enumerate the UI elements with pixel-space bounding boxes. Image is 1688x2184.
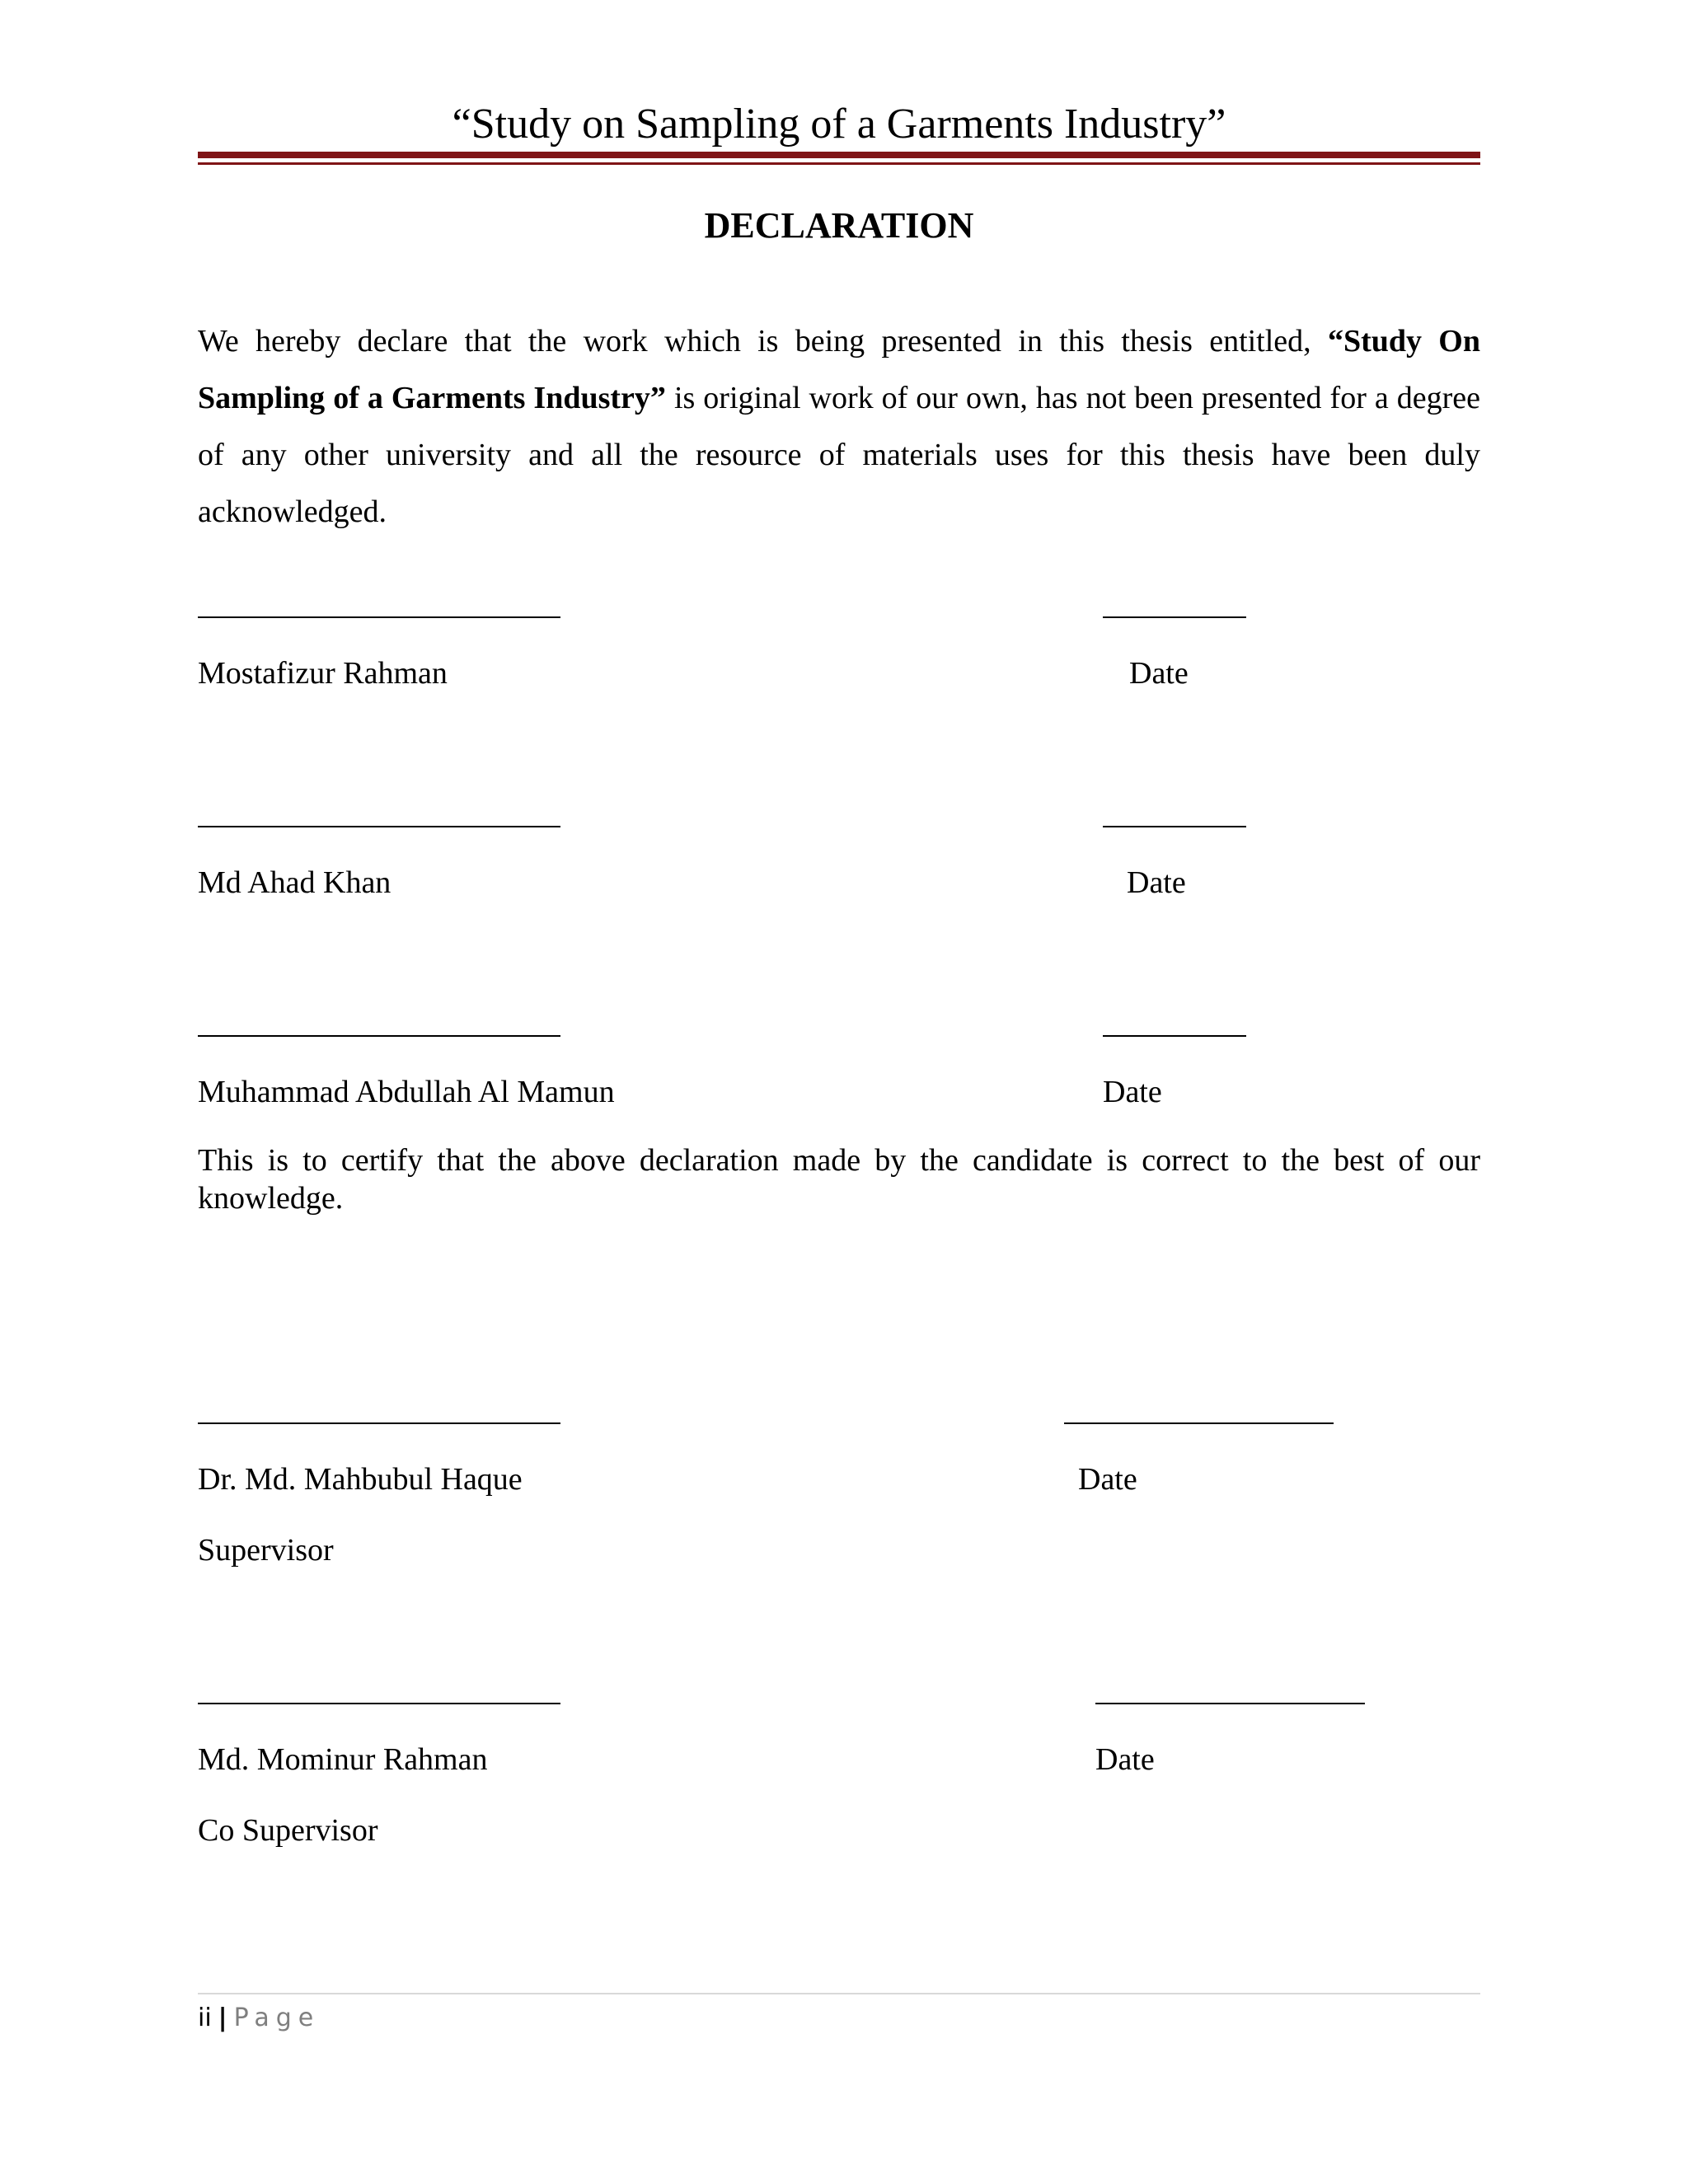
declaration-paragraph	[198, 313, 1480, 541]
supervisor-name: Dr. Md. Mahbubul Haque	[198, 1462, 523, 1497]
date-label: Date	[1078, 1462, 1137, 1497]
date-line	[1064, 1422, 1334, 1424]
supervisor-role: Supervisor	[198, 1533, 334, 1568]
header-rule-thick	[198, 152, 1480, 158]
declaration-text-before: We hereby declare that the work which is being presented in this thesis entitled,	[198, 324, 1328, 359]
declaration-text-after: is original work of our own, has not been presented for a degree of any other university and all the resource of materials uses for this thesis have been duly acknowledged.	[198, 381, 1481, 529]
date-line	[1095, 1703, 1365, 1704]
co-supervisor-role: Co Supervisor	[198, 1813, 378, 1848]
signature-line	[198, 826, 560, 827]
date-label: Date	[1095, 1742, 1155, 1777]
date-label: Date	[1129, 656, 1189, 691]
header-rule-thin	[198, 162, 1480, 165]
page-word: Page	[233, 2004, 321, 2032]
page-footer	[198, 2001, 320, 2036]
certification-paragraph: This is to certify that the above declaration made by the candidate is correct to the best of our knowledge.	[198, 1143, 1480, 1216]
date-label: Date	[1103, 1075, 1162, 1109]
signature-line	[198, 1035, 560, 1037]
footer-separator: |	[218, 2004, 227, 2032]
running-header-title: “Study on Sampling of a Garments Industry”	[452, 101, 1226, 148]
date-line	[1103, 826, 1246, 827]
signatory-name: Mostafizur Rahman	[198, 656, 448, 691]
signature-line	[198, 1703, 560, 1704]
page-number: ii	[198, 2004, 212, 2032]
date-line	[1103, 1035, 1246, 1037]
signatory-name: Md Ahad Khan	[198, 865, 392, 900]
signature-line	[198, 616, 560, 618]
thesis-title-bold: “Study On Sampling of a Garments Industry”	[198, 324, 1480, 415]
date-line	[1103, 616, 1246, 618]
signature-line	[198, 1422, 560, 1424]
signatory-name: Muhammad Abdullah Al Mamun	[198, 1075, 615, 1109]
date-label: Date	[1127, 865, 1186, 900]
section-heading: DECLARATION	[704, 205, 974, 246]
footer-rule	[198, 1993, 1480, 1994]
co-supervisor-name: Md. Mominur Rahman	[198, 1742, 488, 1777]
